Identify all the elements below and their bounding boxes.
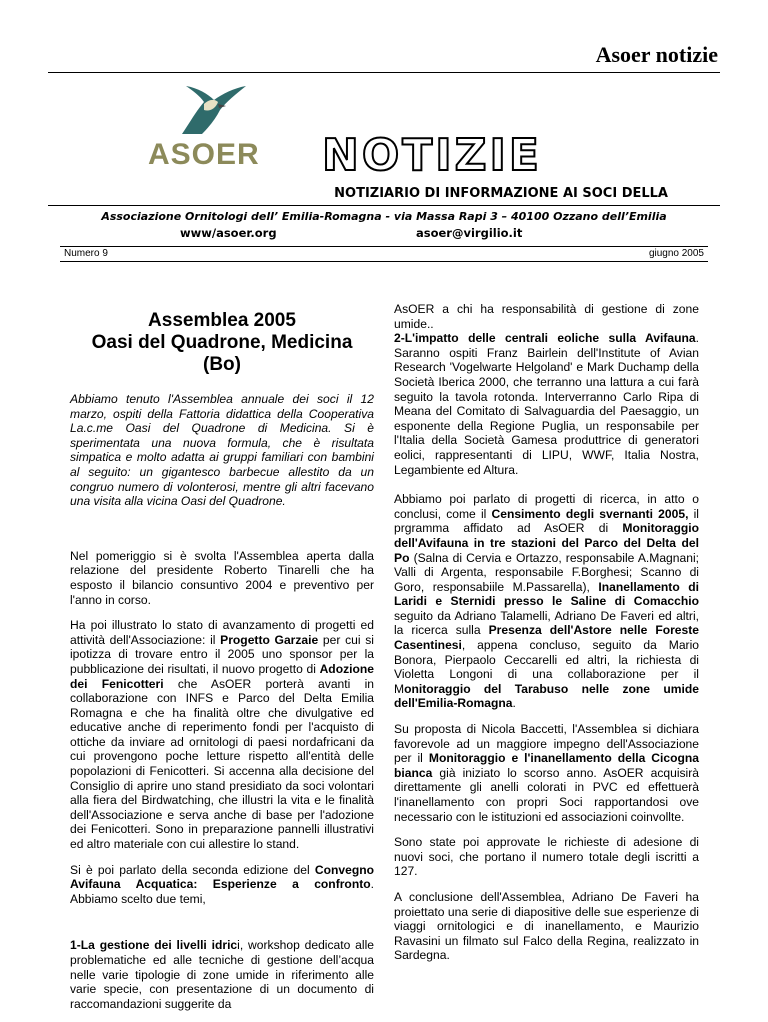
paragraph: AsOER a chi ha responsabilità di gestione di zone umide.. 2-L'impatto delle centrali eoliche sulla Avifauna. Saranno ospiti Franz Bairlein dell'Institute of Avian Research 'Vogelwarte Helgoland' e Mark Duchamp della Società Iberica 2000, che terranno una lattura a cui farà seguito la tavola rotonda. Interverranno Carlo Ripa di Meana del Comitato di Salvaguardia del Paesaggio, un esponente della Regione Puglia, un responsabile per l'Italia della Società Gamesa produttrice di generatori eolici, rappresentanti di LIPU, WWF, Italia Nostra, Legambiente ed Altura. xyxy=(394,302,699,477)
article-title-line1: Assemblea 2005 xyxy=(148,310,296,331)
article-title-line3: (Bo) xyxy=(203,354,241,375)
newsletter-subtitle: NOTIZIARIO DI INFORMAZIONE AI SOCI DELLA xyxy=(334,186,668,201)
asoer-logo xyxy=(142,82,272,172)
right-column xyxy=(394,302,699,974)
paragraph: Sono state poi approvate le richieste di adesione di nuovi soci, che portano il numero totale degli iscritti a 127. xyxy=(394,835,699,879)
paragraph: A conclusione dell'Assemblea, Adriano De Faveri ha proiettato una serie di diapositive delle sue esperienze di viaggi ornitologici e di inanellamento, e Maurizio Ravasini un filmato sul Falco della Regina, realizzato in Sardegna. xyxy=(394,889,699,963)
issue-bar xyxy=(60,246,708,262)
paragraph: Nel pomeriggio si è svolta l'Assemblea aperta dalla relazione del presidente Roberto Tinarelli che ha esposto il bilancio consuntivo 2004 e preventivo per l'anno in corso. xyxy=(70,548,374,607)
newsletter-title: NOTIZIE xyxy=(322,130,542,181)
issue-number: Numero 9 xyxy=(64,248,108,259)
logo-text: ASOER xyxy=(148,138,260,171)
paragraph: Si è poi parlato della seconda edizione del Convegno Avifauna Acquatica: Esperienze a confronto. Abbiamo scelto due temi, xyxy=(70,862,374,906)
email-link[interactable]: asoer@virgilio.it xyxy=(416,226,523,240)
association-address: Associazione Ornitologi dell’ Emilia-Romagna - via Massa Rapi 3 – 40100 Ozzano dell’Emilia xyxy=(101,210,667,223)
left-column xyxy=(70,284,374,1022)
website-link[interactable]: www/asoer.org xyxy=(180,226,277,240)
paragraph: 1-La gestione dei livelli idrici, workshop dedicato alle problematiche ed alle tecniche di gestione dell’acqua nelle varie tipologie di zone umide in riferimento alle varie specie, con presentazione di un documento di raccomandazioni suggerite da xyxy=(70,938,374,1011)
bird-icon xyxy=(142,82,272,142)
issue-date: giugno 2005 xyxy=(648,248,704,259)
header-divider xyxy=(48,72,720,73)
paragraph: Su proposta di Nicola Baccetti, l'Assemblea si dichiara favorevole ad un maggiore impegno dell'Associazione per il Monitoraggio e l'inanellamento della Cicogna bianca già iniziato lo scorso anno. AsOER acquisirà direttamente gli anelli colorati in PVC ed effettuerà l'inanellamento con propri Soci rapportandosi ove necessario con le istituzioni ed associazioni coinvollte. xyxy=(394,722,700,824)
article-title xyxy=(70,310,374,376)
article-title-line2: Oasi del Quadrone, Medicina xyxy=(91,332,353,353)
article-intro: Abbiamo tenuto l'Assemblea annuale dei soci il 12 marzo, ospiti della Fattoria didattica della Cooperativa La.c.me Oasi del Quadrone di Medicina. Si è sperimentata una nuova formula, che è risultata simpatica e molto adatta ai gruppi familiari con bambini al seguito: un gigantesco barbecue allestito da un congruo numero di volonterosi, mentre gli altri facevano una visita alla vicina Oasi del Quadrone. xyxy=(70,392,374,509)
paragraph: Ha poi illustrato lo stato di avanzamento di progetti ed attività dell'Associazione: il Progetto Garzaie per cui si ipotizza di trovare entro il 2005 uno sponsor per la pubblicazione dei risultati, il nuovo progetto di Adozione dei Fenicotteri che AsOER porterà avanti in collaborazione con INFS e Parco del Delta Emilia Romagna e che ha finalità oltre che divulgative ed educative anche di reperimento fondi per l'acquisto di ottiche da inviare ad ornitologi di paesi nordafricani da cui provengono poche letture rispetto all'entità delle popolazioni di Fenicotteri. Si accenna alla decisione del Consiglio di aprire uno stand presidiato da soci volontari alla fiera del Birdwatching, che illustri la vita e le finalità dell'Associazione e serva anche di base per l'adozione dei Fenicotteri. Sono in preparazione pannelli illustrativi ed altro materiale con cui allestire lo stand. xyxy=(70,618,374,852)
subtitle-divider xyxy=(48,205,720,206)
paragraph: Abbiamo poi parlato di progetti di ricerca, in atto o conclusi, come il Censimento degli svernanti 2005, il prgramma affidato ad AsOER di Monitoraggio dell'Avifauna in tre stazioni del Parco del Delta del Po (Salna di Cervia e Ortazzo, responsabile A.Magnani; Valli di Argenta, responsabile F.Borghesi; Scanno di Goro, responsabiile M.Passarella), Inanellamento di Laridi e Sternidi presso le Saline di Comacchio seguito da Adriano Talamelli, Adriano De Faveri ed altri, la ricerca sulla Presenza dell'Astore nelle Foreste Casentinesi, appena concluso, seguito da Mario Bonora, Pierpaolo Ceccarelli ed altri, la richiesta di Violetta Longoni di una collaborazione per il Monitoraggio del Tarabuso nelle zone umide dell'Emilia-Romagna. xyxy=(394,492,700,711)
page-header-title: Asoer notizie xyxy=(595,42,718,67)
